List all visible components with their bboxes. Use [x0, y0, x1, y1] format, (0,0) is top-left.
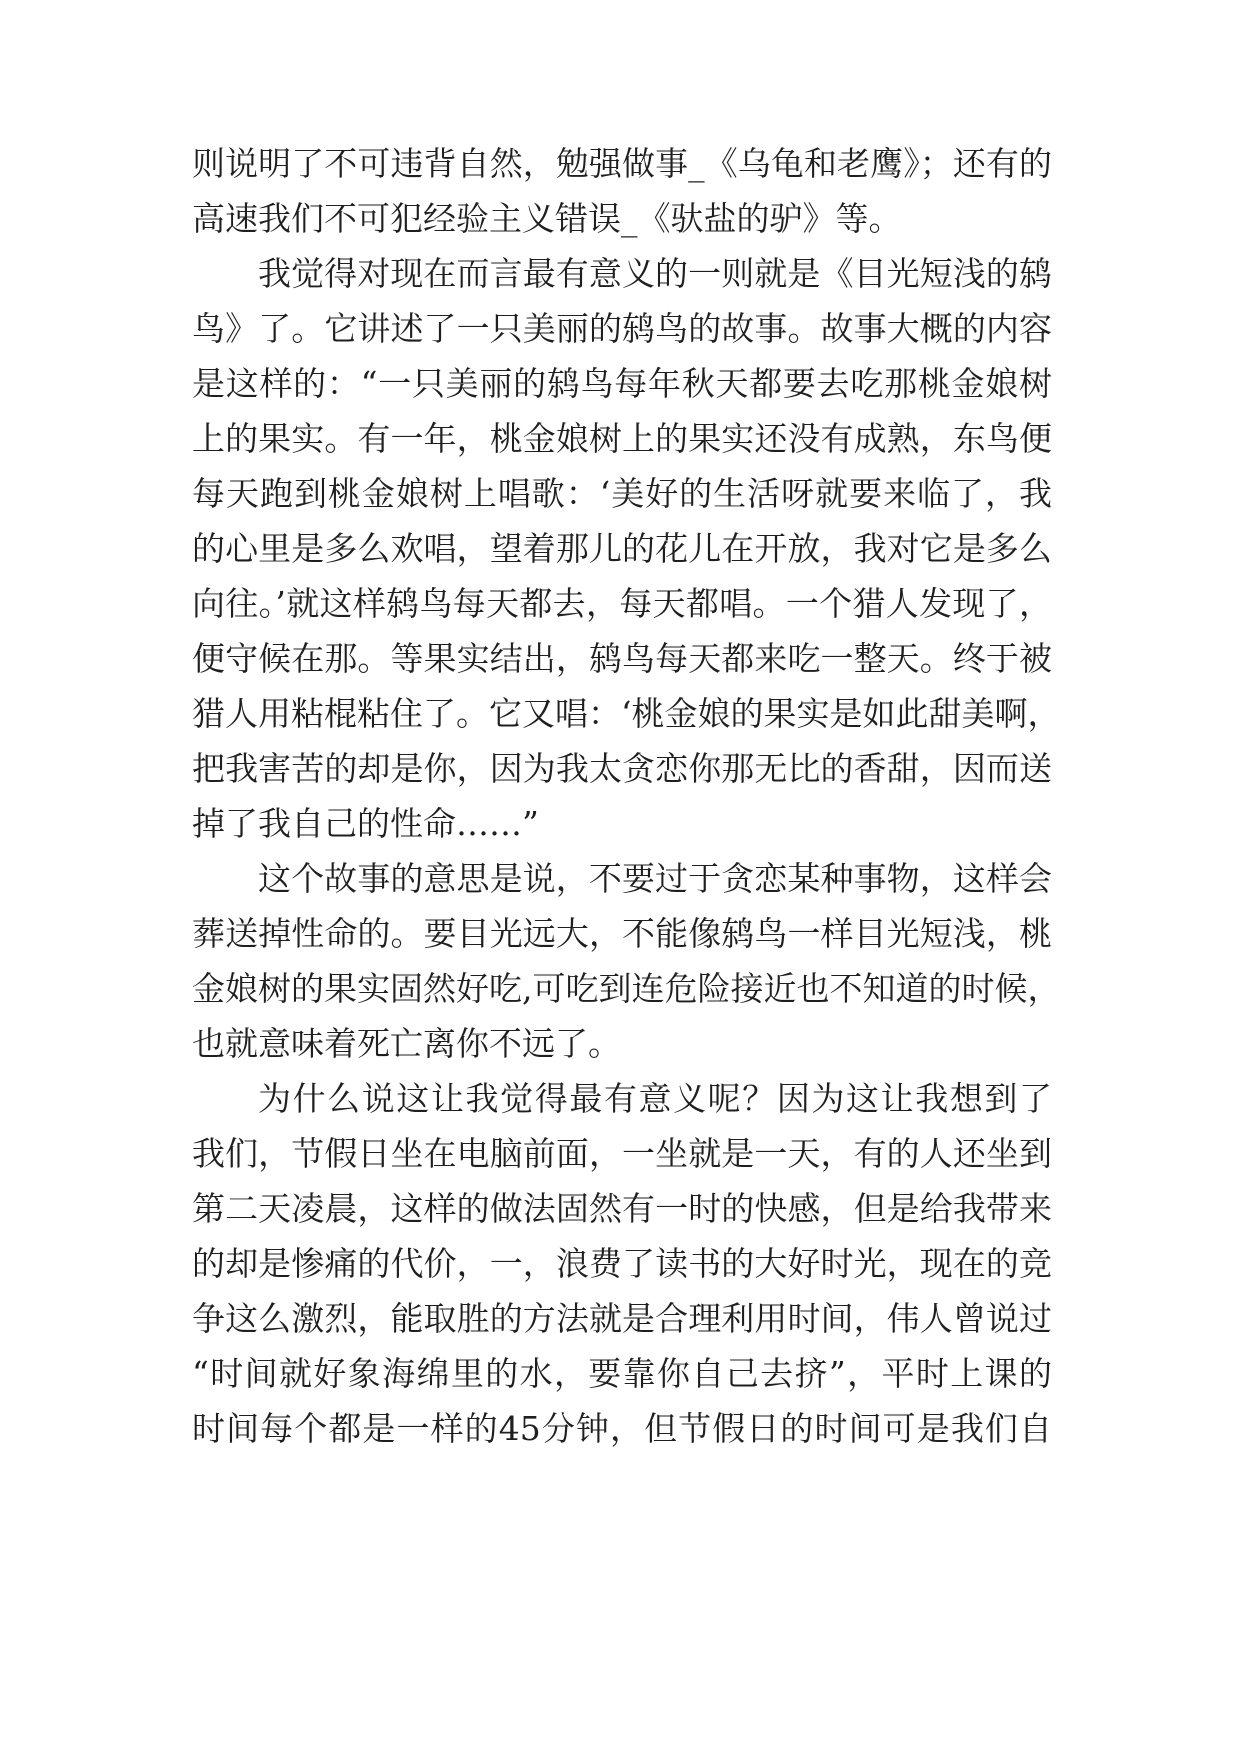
text-line: 的却是惨痛的代价，一，浪费了读书的大好时光，现在的竞 — [192, 1244, 1052, 1283]
text-line: 猎人用粘棍粘住了。它又唱：‘桃金娘的果实是如此甜美啊， — [192, 694, 1061, 733]
text-line: 也就意味着死亡离你不远了。 — [192, 1024, 621, 1063]
text-line: 时间每个都是一样的45分钟，但节假日的时间可是我们自 — [192, 1409, 1052, 1448]
text-line: 把我害苦的却是你，因为我太贪恋你那无比的香甜，因而送 — [192, 749, 1052, 788]
text-line: 第二天凌晨，这样的做法固然有一时的快感，但是给我带来 — [192, 1189, 1052, 1228]
text-line: 向往。’就这样鸫鸟每天都去，每天都唱。一个猎人发现了， — [192, 584, 1052, 623]
text-line: 这个故事的意思是说，不要过于贪恋某种事物，这样会 — [258, 859, 1052, 898]
text-line: 我们，节假日坐在电脑前面，一坐就是一天，有的人还坐到 — [192, 1134, 1052, 1173]
text-line: “时间就好象海绵里的水，要靠你自己去挤”，平时上课的 — [192, 1354, 1052, 1393]
text-line: 葬送掉性命的。要目光远大，不能像鸫鸟一样目光短浅，桃 — [192, 914, 1052, 953]
text-line: 我觉得对现在而言最有意义的一则就是《目光短浅的鸫 — [258, 254, 1052, 293]
text-line: 便守候在那。等果实结出，鸫鸟每天都来吃一整天。终于被 — [192, 639, 1052, 678]
text-line: 的心里是多么欢唱，望着那儿的花儿在开放，我对它是多么 — [192, 529, 1052, 568]
text-line: 为什么说这让我觉得最有意义呢？因为这让我想到了 — [258, 1079, 1052, 1118]
text-line: 掉了我自己的性命……” — [192, 804, 539, 843]
text-line: 争这么激烈，能取胜的方法就是合理利用时间，伟人曾说过 — [192, 1299, 1052, 1338]
text-line: 鸟》了。它讲述了一只美丽的鸫鸟的故事。故事大概的内容 — [192, 309, 1052, 348]
text-line: 则说明了不可违背自然，勉强做事_《乌龟和老鹰》；还有的 — [192, 144, 1052, 183]
text-line: 是这样的：“一只美丽的鸫鸟每年秋天都要去吃那桃金娘树 — [192, 364, 1052, 403]
text-line: 高速我们不可犯经验主义错误_《驮盐的驴》等。 — [192, 199, 902, 238]
text-line: 金娘树的果实固然好吃,可吃到连危险接近也不知道的时候， — [192, 969, 1061, 1008]
text-line: 每天跑到桃金娘树上唱歌：‘美好的生活呀就要来临了，我 — [192, 474, 1052, 513]
text-line: 上的果实。有一年，桃金娘树上的果实还没有成熟，东鸟便 — [192, 419, 1052, 458]
